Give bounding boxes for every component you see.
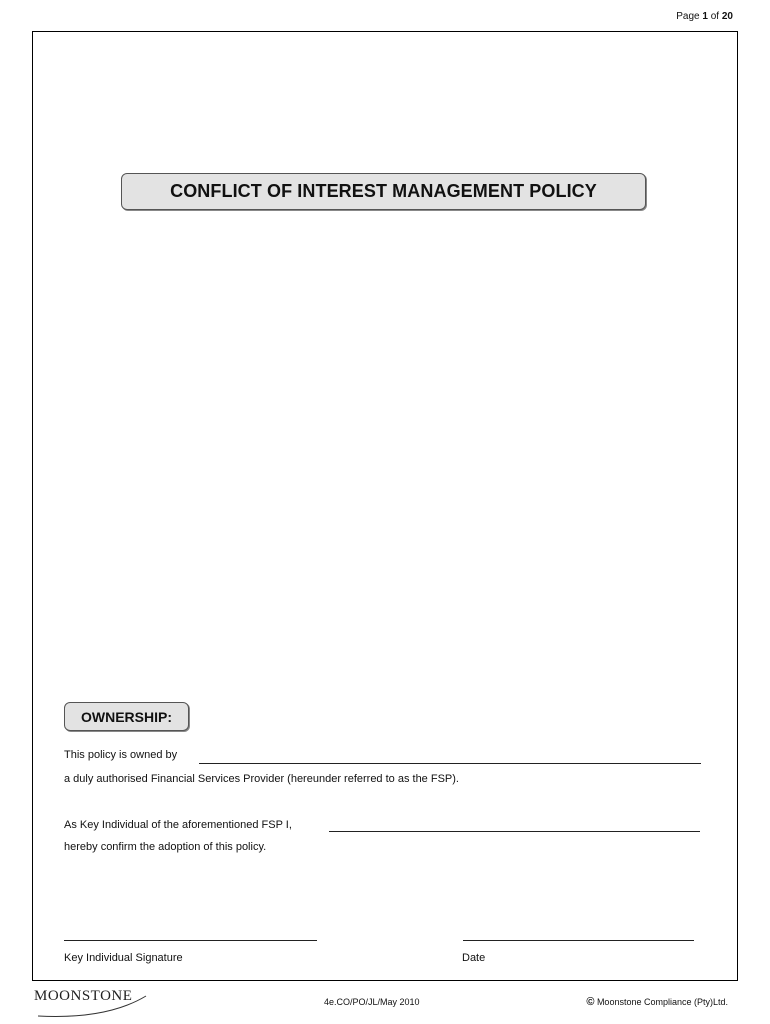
key-individual-label: As Key Individual of the aforementioned FSP I,	[64, 819, 292, 831]
date-field[interactable]	[463, 940, 694, 941]
key-individual-field[interactable]	[329, 831, 700, 832]
moonstone-logo: MOONSTONE	[34, 988, 133, 1004]
document-title: CONFLICT OF INTEREST MANAGEMENT POLICY	[121, 173, 646, 210]
fsp-description: a duly authorised Financial Services Provider (hereunder referred to as the FSP).	[64, 773, 459, 785]
page-number	[676, 11, 733, 22]
owned-by-label: This policy is owned by	[64, 749, 178, 761]
page-of: of	[710, 11, 720, 22]
logo-swoosh-icon	[36, 994, 148, 1020]
page-prefix: Page	[676, 11, 700, 22]
confirm-adoption-text: hereby confirm the adoption of this policy.	[64, 841, 267, 853]
ownership-heading: OWNERSHIP:	[64, 702, 189, 731]
owned-by-line	[64, 749, 177, 761]
page-total: 20	[721, 11, 733, 22]
document-reference: 4e.CO/PO/JL/May 2010	[324, 997, 420, 1007]
copyright-notice	[586, 996, 728, 1008]
date-label: Date	[462, 952, 486, 964]
signature-field[interactable]	[64, 940, 317, 941]
signature-label: Key Individual Signature	[64, 952, 183, 964]
owned-by-field[interactable]	[199, 763, 701, 764]
page-current: 1	[702, 11, 708, 22]
key-individual-line	[64, 819, 292, 831]
copyright-text: Moonstone Compliance (Pty)Ltd.	[596, 997, 728, 1007]
copyright-icon: ©	[586, 996, 595, 1008]
